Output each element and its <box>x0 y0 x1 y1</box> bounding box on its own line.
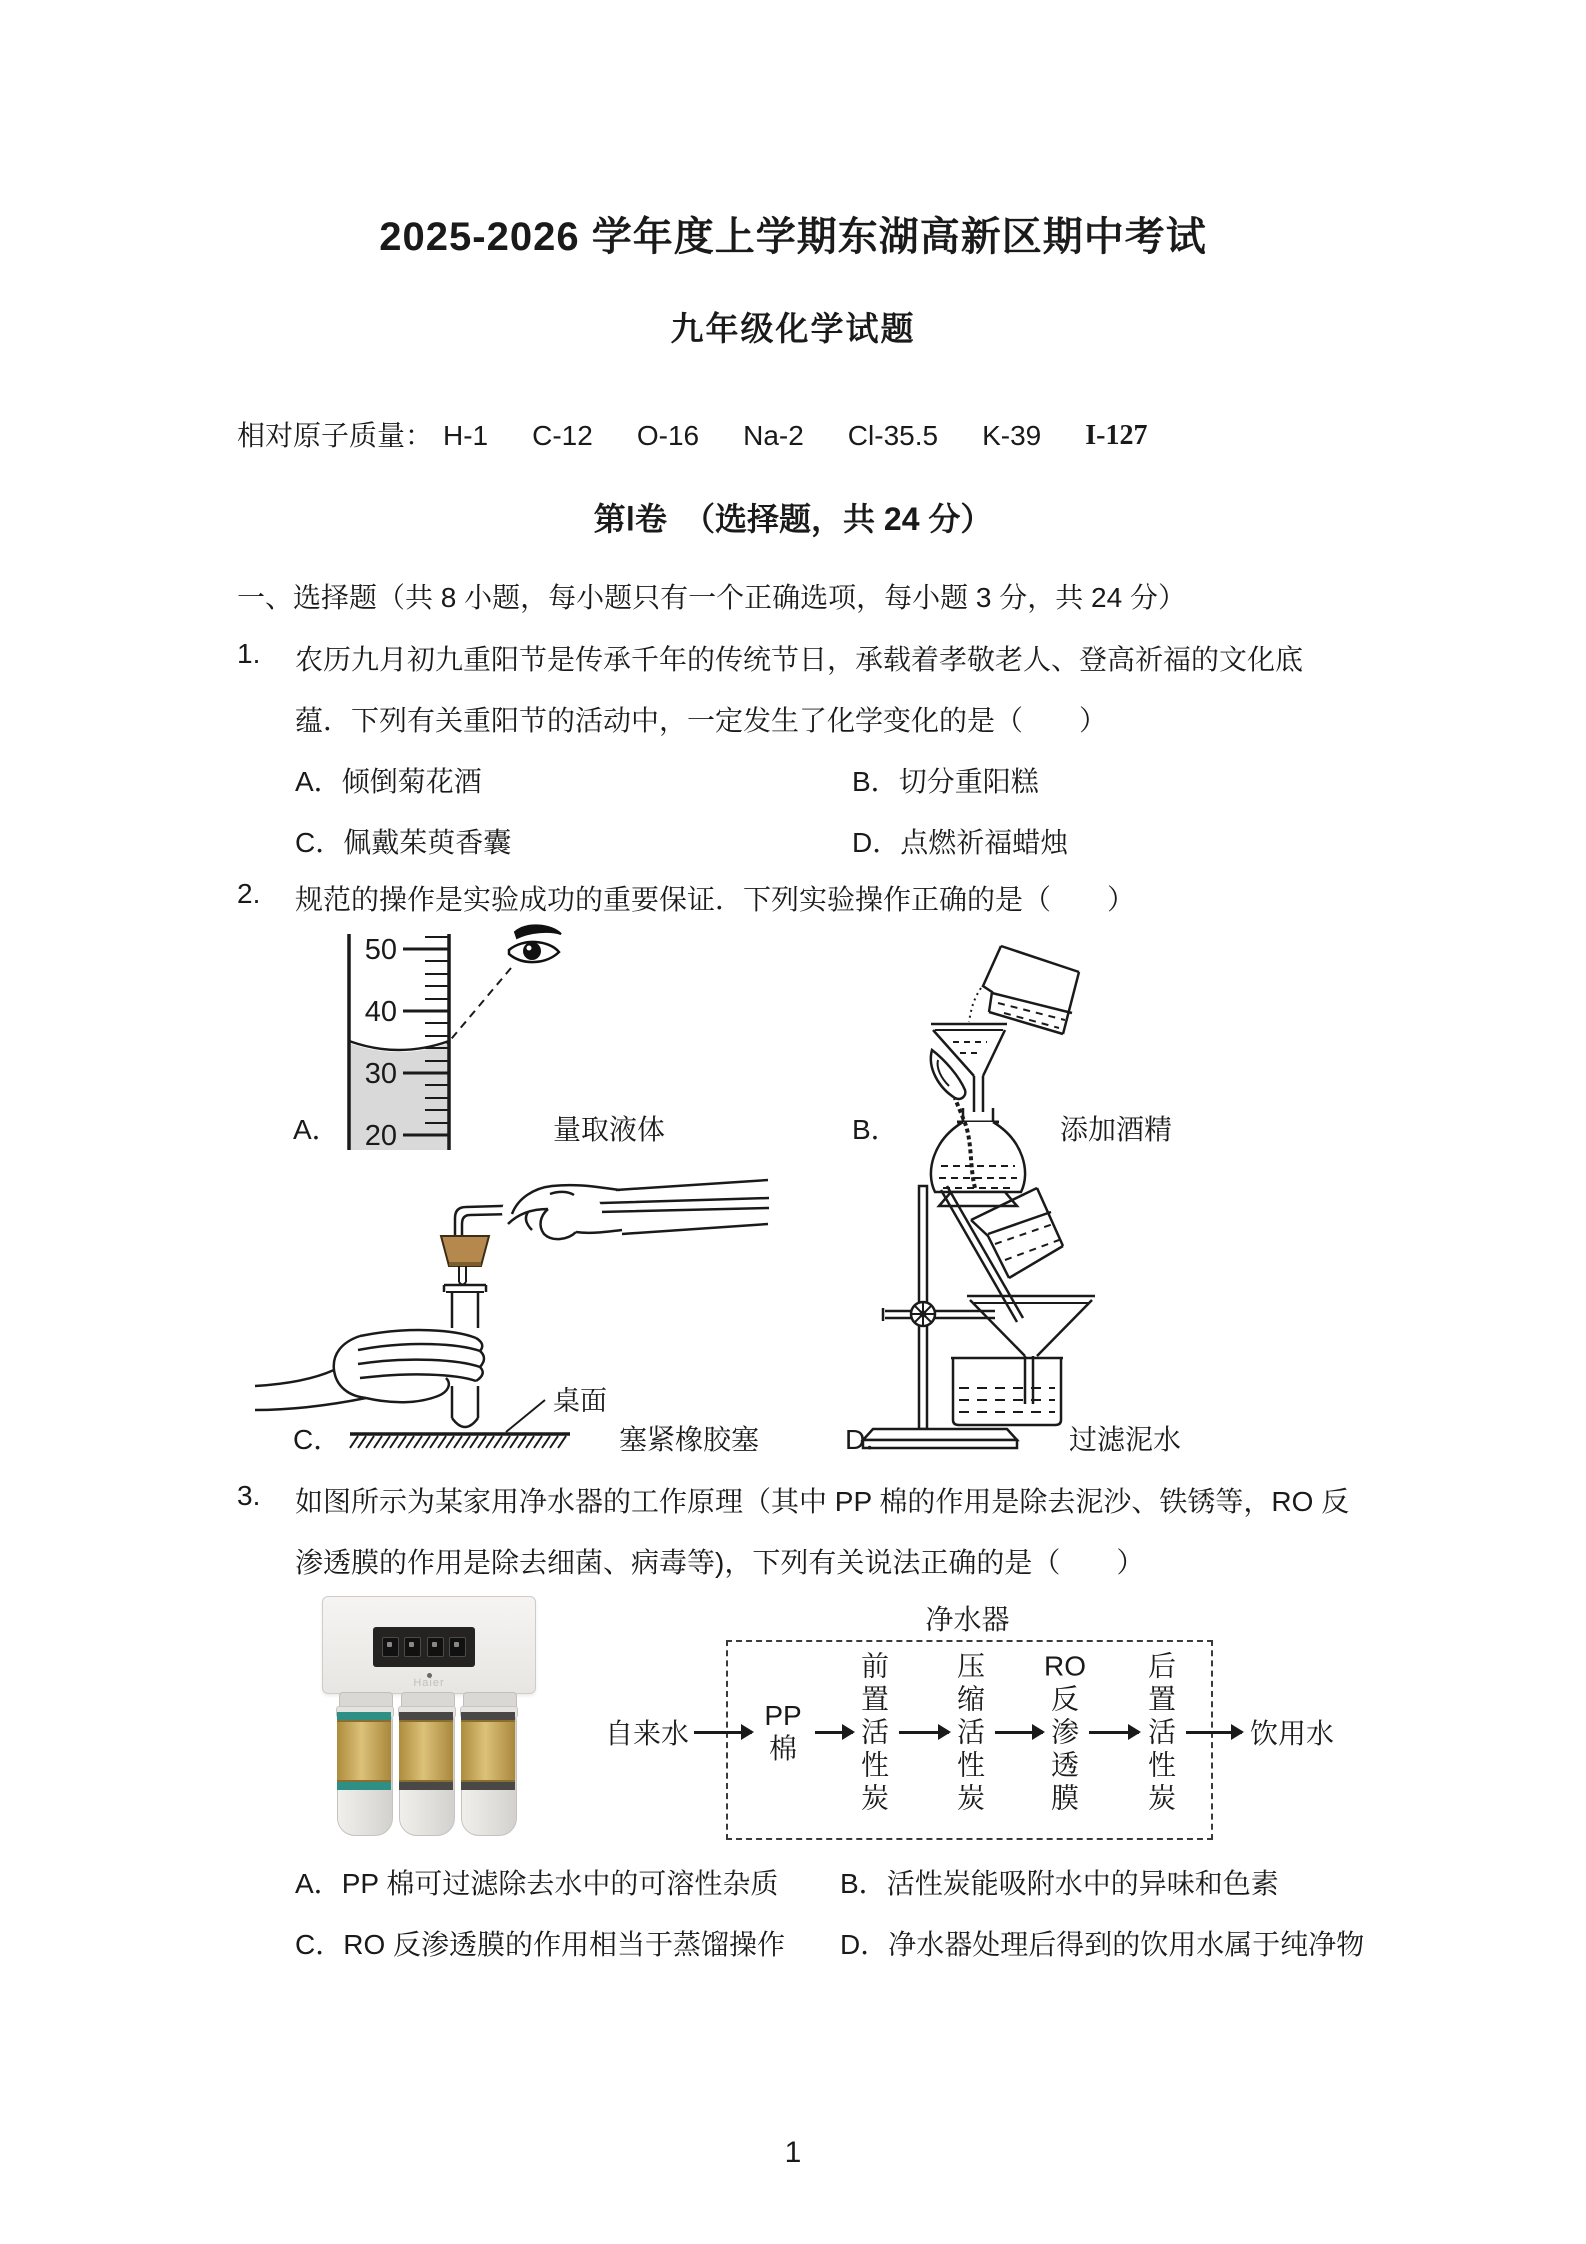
sight-line <box>447 968 511 1044</box>
q2-figure-a-letter: A． <box>293 1114 340 1145</box>
purifier-button <box>382 1637 399 1657</box>
purifier-flow-diagram <box>600 1600 1400 1850</box>
q3-option-b-letter: B． <box>840 1868 887 1899</box>
q1-option-d-text: 点燃祈福蜡烛 <box>900 827 1069 858</box>
flow-stage-char: 前 <box>860 1650 889 1682</box>
figure-filtering <box>855 1172 1195 1450</box>
scale-20: 20 <box>364 1120 397 1152</box>
q3-option-b-text: 活性炭能吸附水中的异味和色素 <box>886 1868 1279 1899</box>
q1-number: 1. <box>237 638 261 669</box>
flow-stage-char: 炭 <box>1147 1782 1176 1814</box>
q1-option-a <box>295 760 482 800</box>
receiving-beaker <box>951 1358 1063 1425</box>
page-number: 1 <box>784 2136 802 2169</box>
atomic-mass-Na: Na-2 <box>743 420 804 451</box>
atomic-mass-C: C-12 <box>532 420 593 451</box>
q3-option-a-text: PP 棉可过滤除去水中的可溶性杂质 <box>341 1868 779 1899</box>
atomic-mass-values <box>443 420 1147 452</box>
flow-arrow <box>899 1731 949 1734</box>
atomic-mass-label: 相对原子质量： <box>237 420 434 451</box>
q3-text-line2: 渗透膜的作用是除去细菌、病毒等)，下列有关说法正确的是（ ） <box>295 1547 1145 1578</box>
flow-stage-post-carbon <box>1144 1650 1180 1815</box>
flow-arrow <box>1186 1731 1242 1734</box>
section-heading: 第Ⅰ卷 （选择题，共 24 分） <box>593 501 993 537</box>
flow-stage-char: 棉 <box>768 1733 797 1764</box>
flow-arrow <box>694 1731 752 1734</box>
flow-stage-char: 性 <box>1147 1749 1176 1781</box>
q3-option-c-text: RO 反渗透膜的作用相当于蒸馏操作 <box>343 1929 786 1960</box>
water-purifier-photo <box>322 1594 538 1838</box>
atomic-mass-H: H-1 <box>443 420 489 451</box>
flow-stage-compressed-carbon <box>953 1650 989 1815</box>
rubber-stopper <box>441 1236 489 1285</box>
upper-arm-lines <box>616 1180 768 1234</box>
atomic-mass-line <box>237 414 1147 454</box>
filter-cartridge <box>336 1692 394 1836</box>
flow-stage-char: 压 <box>956 1650 985 1682</box>
purifier-button <box>427 1637 444 1657</box>
scale-50: 50 <box>364 934 397 966</box>
q2-figure-d-caption: 过滤泥水 <box>1069 1424 1182 1455</box>
eye-icon <box>509 925 561 962</box>
q3-text-line1: 如图所示为某家用净水器的工作原理（其中 PP 棉的作用是除去泥沙、铁锈等，RO 反 <box>295 1486 1350 1517</box>
pour-stream <box>969 988 981 1022</box>
flow-arrow <box>1089 1731 1139 1734</box>
pouring-beaker <box>983 946 1079 1034</box>
q2-figure-c-letter: C． <box>293 1424 342 1455</box>
purifier-body <box>322 1596 536 1694</box>
q1-option-c-letter: C． <box>295 827 344 858</box>
flow-stage-char: 透 <box>1050 1749 1079 1781</box>
flow-stage-char: 炭 <box>860 1782 889 1814</box>
flow-arrow <box>815 1731 853 1734</box>
atomic-mass-O: O-16 <box>636 420 700 451</box>
q3-option-c <box>295 1923 785 1963</box>
flow-stage-pp-cotton <box>755 1699 811 1765</box>
purifier-control-panel <box>373 1627 475 1667</box>
atomic-mass-Cl: Cl-35.5 <box>847 420 939 451</box>
flow-stage-char: 置 <box>1147 1683 1176 1715</box>
q1-text-line1: 农历九月初九重阳节是传承千年的传统节日，承载着孝敬老人、登高祈福的文化底 <box>295 644 1304 675</box>
flow-stage-char: 渗 <box>1050 1716 1079 1748</box>
page-title: 2025-2026 学年度上学期东湖高新区期中考试 <box>379 215 1207 259</box>
q3-number: 3. <box>237 1480 261 1511</box>
flow-stage-char: 反 <box>1050 1683 1079 1715</box>
q1-option-a-letter: A． <box>295 766 342 797</box>
flow-box-label: 净水器 <box>925 1604 1010 1635</box>
q3-option-d-text: 净水器处理后得到的饮用水属于纯净物 <box>888 1929 1365 1960</box>
q2-figure-c-caption: 塞紧橡胶塞 <box>619 1424 760 1455</box>
cylinder-scale-numbers <box>365 934 397 1152</box>
q3-option-a-letter: A． <box>295 1868 342 1899</box>
q2-text-line1: 规范的操作是实验成功的重要保证．下列实验操作正确的是（ ） <box>295 884 1136 915</box>
scale-30: 30 <box>364 1058 397 1090</box>
flow-stage-char: 活 <box>1147 1716 1176 1748</box>
iron-stand <box>863 1186 1017 1448</box>
q2-number: 2. <box>237 878 261 909</box>
q2-figure-d-letter: D． <box>845 1424 894 1455</box>
page-subtitle: 九年级化学试题 <box>670 310 916 347</box>
purifier-button <box>449 1637 466 1657</box>
flow-stage-char: 缩 <box>956 1683 985 1715</box>
q1-option-d-letter: D． <box>852 827 901 858</box>
q3-option-a <box>295 1862 778 1902</box>
q1-option-b-text: 切分重阳糕 <box>898 766 1039 797</box>
q2-figure-b-letter: B． <box>852 1114 899 1145</box>
flow-stage-char: 炭 <box>956 1782 985 1814</box>
q1-option-a-text: 倾倒菊花酒 <box>341 766 482 797</box>
q3-option-d-letter: D． <box>840 1929 889 1960</box>
q1-option-c <box>295 821 511 861</box>
clamp-knob <box>911 1302 935 1326</box>
purifier-button <box>404 1637 421 1657</box>
flow-stage-char: PP <box>764 1700 802 1731</box>
lower-hand <box>255 1328 484 1410</box>
q3-option-d <box>840 1923 1364 1963</box>
flow-stage-pre-carbon <box>857 1650 893 1815</box>
q2-figure-a-caption: 量取液体 <box>553 1114 666 1145</box>
flow-stage-char: RO <box>1044 1650 1086 1682</box>
beaker-liquid-dashes <box>959 1388 1055 1412</box>
flow-stage-char: 性 <box>956 1749 985 1781</box>
flow-output: 饮用水 <box>1249 1718 1334 1749</box>
flow-stage-char: 膜 <box>1050 1782 1079 1814</box>
q1-option-b <box>852 760 1039 800</box>
scale-40: 40 <box>364 996 397 1028</box>
q3-option-b <box>840 1862 1279 1902</box>
flow-stage-ro-membrane <box>1044 1650 1086 1815</box>
flow-input: 自来水 <box>604 1718 689 1749</box>
flow-stage-char: 置 <box>860 1683 889 1715</box>
flow-arrow <box>995 1731 1043 1734</box>
q3-option-c-letter: C． <box>295 1929 344 1960</box>
q1-option-d <box>852 821 1068 861</box>
q1-text-line2: 蕴．下列有关重阳节的活动中，一定发生了化学变化的是（ ） <box>295 705 1108 736</box>
desk-label-leader <box>506 1400 545 1432</box>
flow-stage-char: 性 <box>860 1749 889 1781</box>
atomic-mass-I: I-127 <box>1085 420 1148 451</box>
atomic-mass-K: K-39 <box>982 420 1042 451</box>
flow-stage-char: 后 <box>1147 1650 1176 1682</box>
purifier-brand-label: Haier <box>413 1677 445 1689</box>
section-instructions: 一、选择题（共 8 小题，每小题只有一个正确选项，每小题 3 分，共 24 分） <box>237 582 1186 613</box>
q1-option-c-text: 佩戴茱萸香囊 <box>343 827 512 858</box>
figure-stopper-test-tube <box>250 1178 770 1446</box>
flow-stage-char: 活 <box>860 1716 889 1748</box>
flow-stage-char: 活 <box>956 1716 985 1748</box>
filter-cartridge <box>460 1692 518 1836</box>
filter-cartridge <box>398 1692 456 1836</box>
flame-icon <box>931 1050 966 1099</box>
glass-rod <box>941 1186 1023 1322</box>
q2-figure-b-caption: 添加酒精 <box>1060 1114 1173 1145</box>
desk-hatching <box>350 1436 566 1448</box>
desk-label: 桌面 <box>553 1386 607 1416</box>
q1-option-b-letter: B． <box>852 766 899 797</box>
